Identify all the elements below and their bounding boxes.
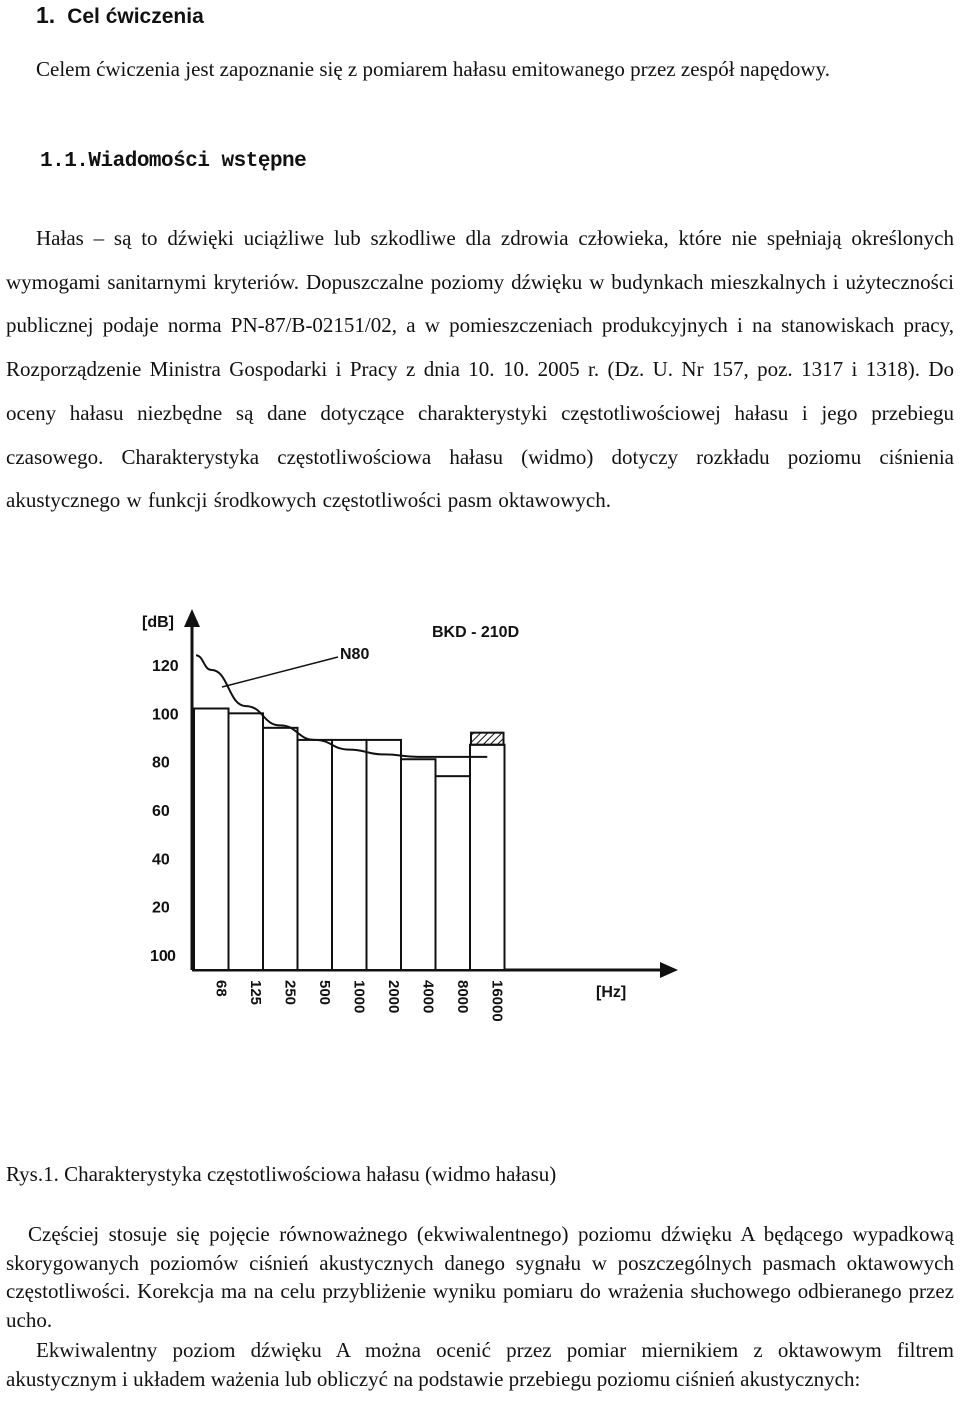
y-tick-label: 80 [152,754,170,772]
x-tick-label: 16000 [488,980,506,1022]
bar [436,776,471,970]
paragraph-noise-definition-text: Hałas – są to dźwięki uciążliwe lub szkodliwe dla zdrowia człowieka, które nie spełniają określonych wymogami sanitarnymi kryteriów. Dopuszczalne poziomy dźwięku w budynkach mieszkalnych i użyteczności publicznej podaje norma PN-87/B-02151/02, a w pomieszczeniach produkcyjnych i na stanowiskach pracy, Rozporządzenie Ministra Gospodarki i Pracy z dnia 10. 10. 2005 r. (Dz. U. Nr 157, poz. 1317 i 1318). Do oceny hałasu niezbędne są dane dotyczące charakterystyki częstotliwościowej hałasu i jego przebiegu czasowego. Charakterystyka częstotliwościowa hałasu (widmo) dotyczy rozkładu poziomu ciśnienia akustycznego w funkcji środkowych częstotliwości pasm oktawowych. [6,226,954,513]
y-tick-label: 20 [152,899,170,917]
x-tick-label: 250 [281,980,299,1006]
subsection-title: Wiadomości wstępne [88,150,307,173]
y-tick-label: 100 [152,706,179,724]
bar [470,745,505,970]
bar [367,740,402,970]
bar [332,740,367,970]
n80-curve-label: N80 [340,646,370,663]
paragraph-measurement [6,1336,954,1393]
bar [194,709,229,971]
figure-caption: Rys.1. Charakterystyka częstotliwościowa hałasu (widmo hałasu) [6,1162,557,1186]
y-axis-label: [dB] [142,614,174,631]
bar [401,759,436,970]
bar-excess-hatch [471,733,504,745]
y-tick-label: 60 [152,803,170,820]
bar [298,740,333,970]
noise-spectrum-figure [130,595,690,1035]
section-number: 1. [36,2,56,28]
x-axis-label: [Hz] [596,984,627,1001]
x-tick-label: 8000 [453,980,471,1014]
subsection-number: 1.1. [40,150,89,173]
y-tick-label: 40 [152,851,170,869]
section-heading [36,2,204,29]
x-tick-label: 500 [315,980,333,1006]
x-tick-label: 4000 [419,980,437,1014]
y-tick-label: 10 [150,948,168,965]
paragraph-noise-definition [6,217,954,523]
bar [229,713,264,970]
n80-leader-line [222,657,338,687]
y-tick-label: 120 [152,658,179,675]
subsection-heading [40,150,306,173]
noise-spectrum-chart [130,595,690,1035]
x-tick-label: 68 [212,980,230,997]
x-axis-arrow [660,962,678,978]
y-tick-label: 0 [167,948,176,965]
chart-title: BKD - 210D [432,624,520,641]
paragraph-equivalent-level-text: Częściej stosuje się pojęcie równoważnego (ekwiwalentnego) poziomu dźwięku A będącego wypadkową skorygowanych poziomów ciśnień akustycznych danego sygnału w poszczególnych pasmach oktawowych częstotliwości. Korekcja ma na celu przybliżenie wyniku pomiaru do wrażenia słuchowego odbieranego przez ucho. [6,1222,954,1332]
bar [263,728,298,970]
x-tick-label: 1000 [350,980,368,1014]
y-axis-arrow [184,609,200,627]
paragraph-measurement-text: Ekwiwalentny poziom dźwięku A można ocenić przez pomiar miernikiem z oktawowym filtrem akustycznym i układem ważenia lub obliczyć na podstawie przebiegu poziomu ciśnień akustycznych: [6,1338,954,1391]
x-tick-label: 125 [246,980,264,1006]
x-tick-label: 2000 [384,980,402,1014]
section-title: Cel ćwiczenia [67,5,204,28]
intro-text: Celem ćwiczenia jest zapoznanie się z pomiarem hałasu emitowanego przez zespół napędowy. [36,57,830,81]
paragraph-equivalent-level [6,1220,954,1334]
intro-paragraph [6,50,954,88]
